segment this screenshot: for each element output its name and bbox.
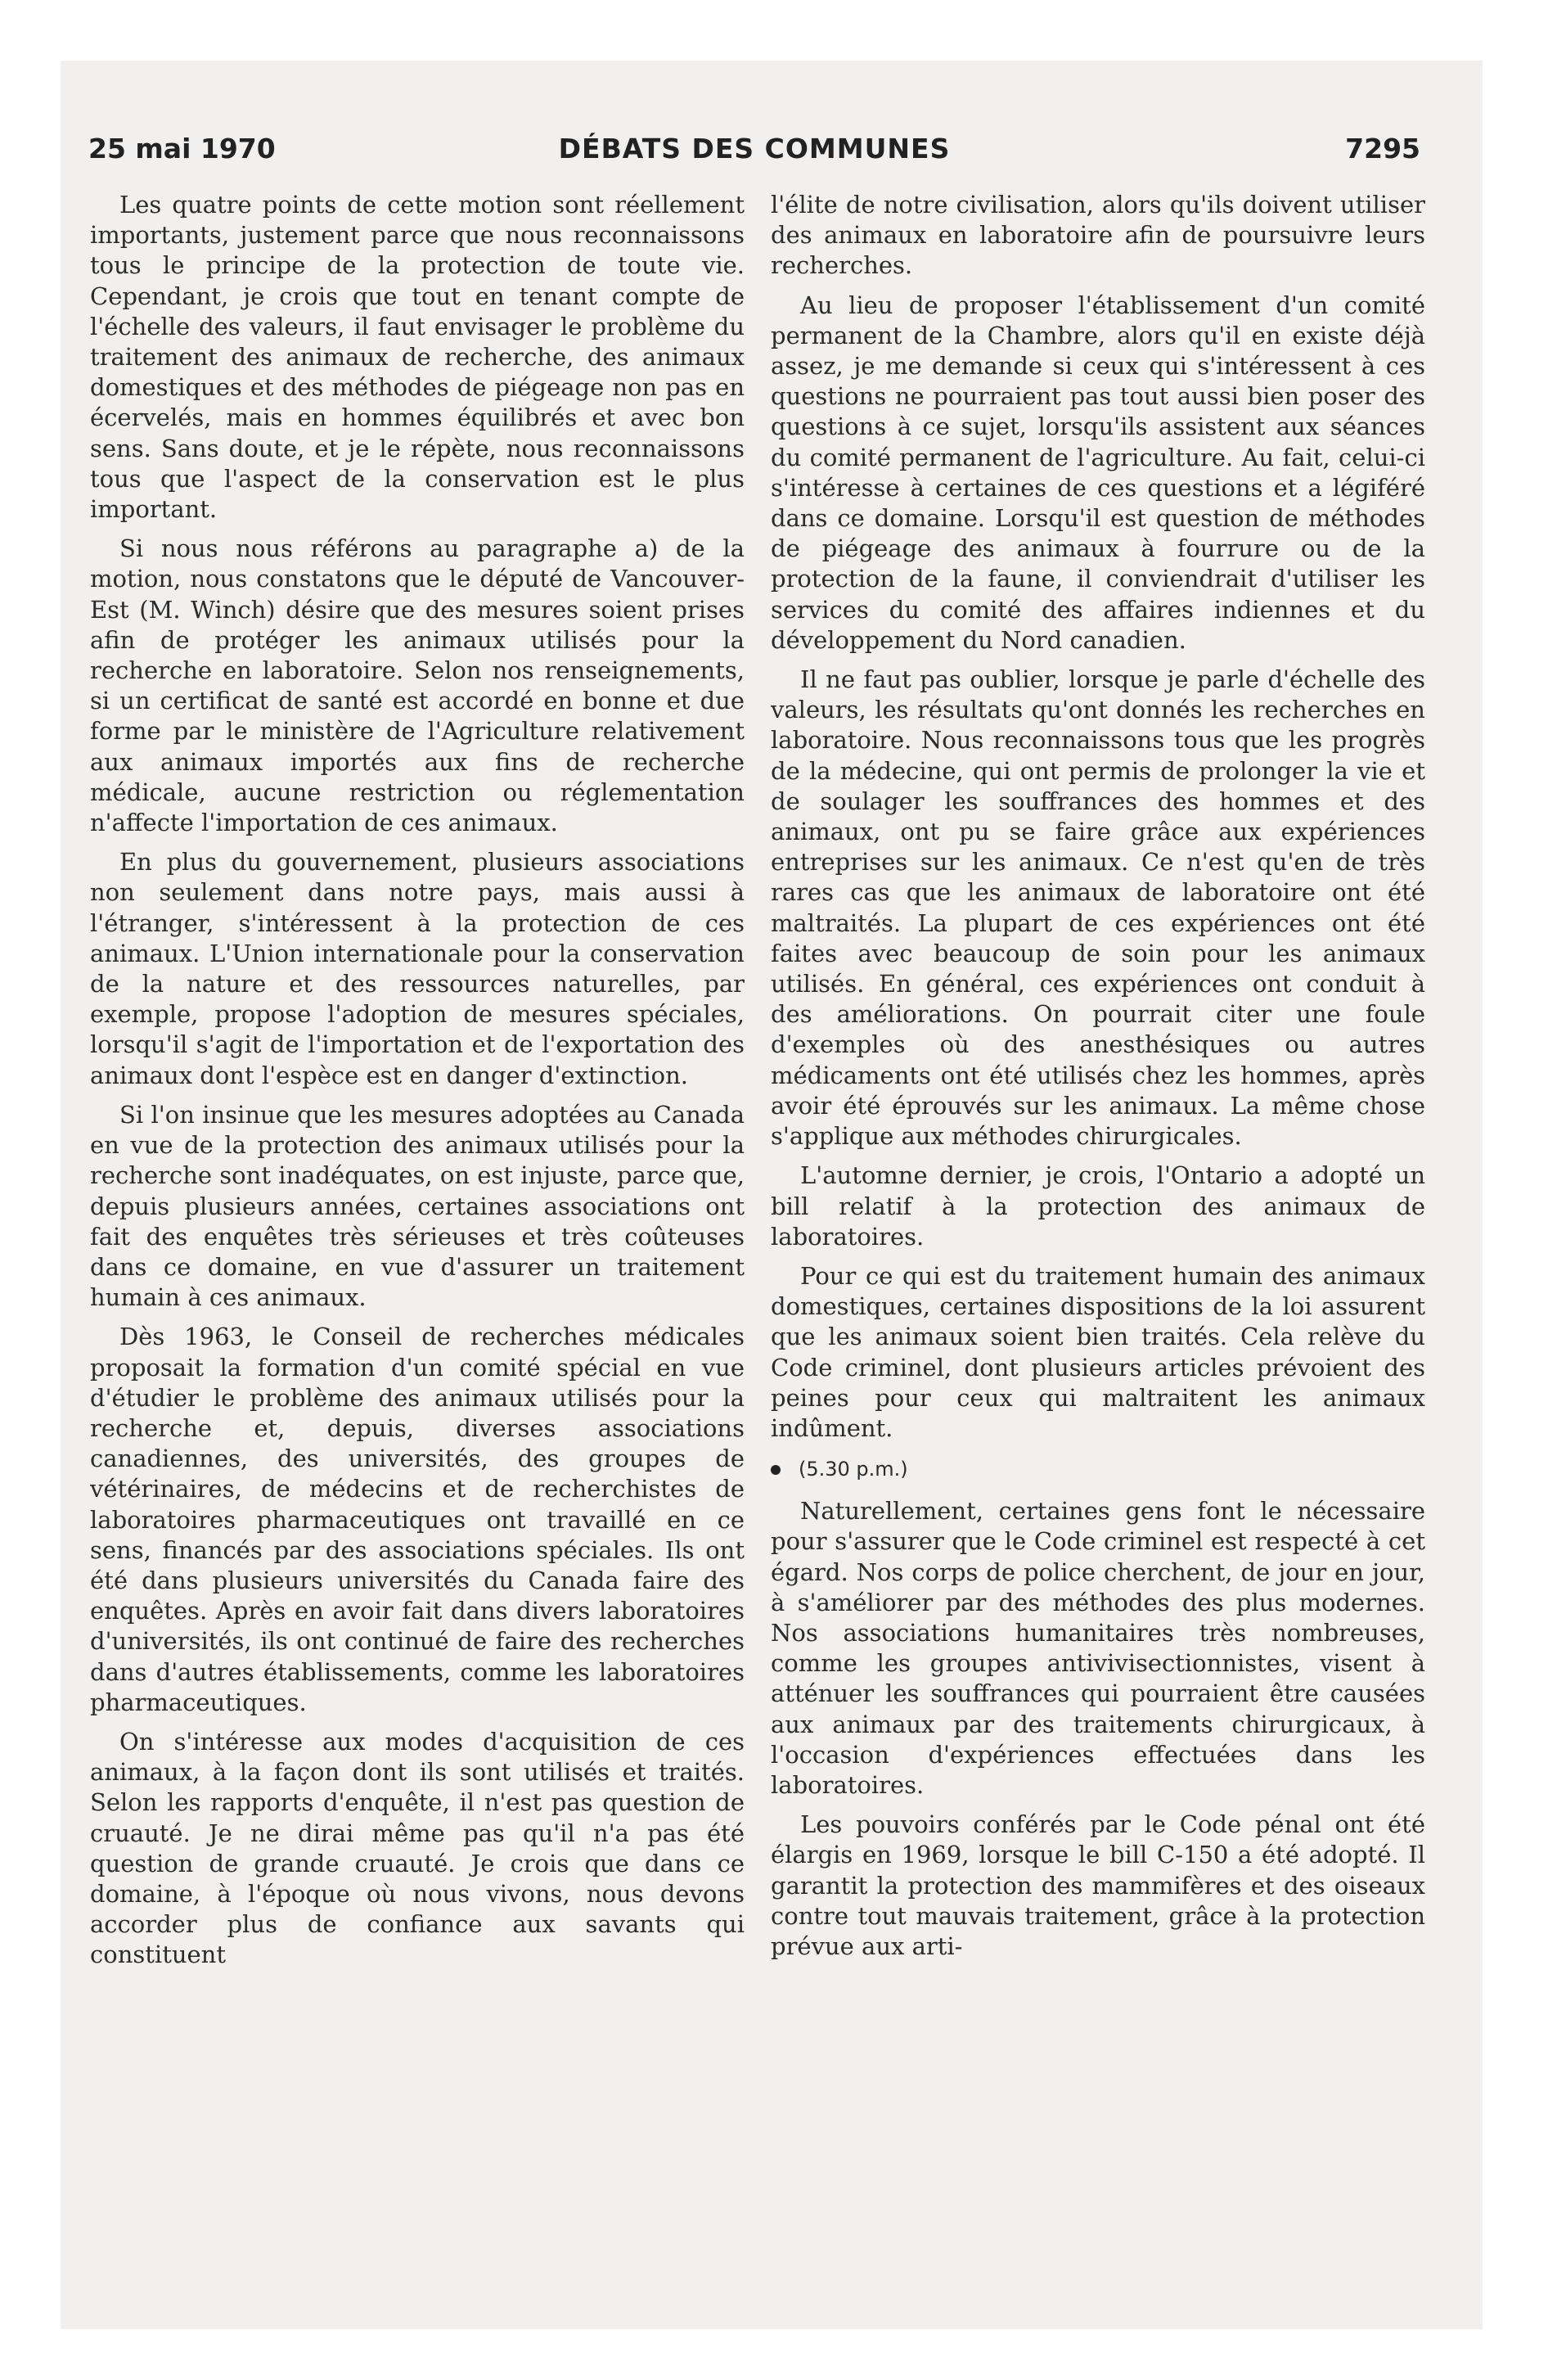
bullet-icon [771,1465,781,1475]
paragraph: Si nous nous référons au paragraphe a) de la motion, nous constatons que le député de Vancouver-Est (M. Winch) désire que des mesures soient prises afin de protéger les animaux utilisés pour la recherche en laboratoire. Selon nos renseignements, si un certificat de santé est accordé en bonne et due forme par le ministère de l'Agriculture relativement aux animaux importés aux fins de recherche médicale, aucune restriction ou réglementation n'affecte l'importation de ces animaux. [90,534,745,837]
paragraph: On s'intéresse aux modes d'acquisition de ces animaux, à la façon dont ils sont utilisés et traités. Selon les rapports d'enquête, il n'est pas question de cruauté. Je ne dirai même pas qu'il n'a pas été question de grande cruauté. Je crois que dans ce domaine, à l'époque où nous vivons, nous devons accorder plus de confiance aux savants qui constituent [90,1727,745,1969]
paragraph: Les quatre points de cette motion sont réellement importants, justement parce que nous reconnaissons tous le principe de la protection de toute vie. Cependant, je crois que tout en tenant compte de l'échelle des valeurs, il faut envisager le problème du traitement des animaux de recherche, des animaux domestiques et des méthodes de piégeage non pas en écervelés, mais en hommes équilibrés et avec bon sens. Sans doute, et je le répète, nous reconnaissons tous que l'aspect de la conservation est le plus important. [90,191,745,524]
header-title: DÉBATS DES COMMUNES [558,133,951,165]
paragraph: Pour ce qui est du traitement humain des animaux domestiques, certaines dispositions de la loi assurent que les animaux soient bien traités. Cela relève du Code criminel, dont plusieurs articles prévoient des peines pour ceux qui maltraitent les animaux indûment. [771,1261,1425,1442]
time-marker [771,1457,1425,1481]
paragraph: En plus du gouvernement, plusieurs associations non seulement dans notre pays, mais aussi à l'étranger, s'intéressent à la protection de ces animaux. L'Union internationale pour la conservation de la nature et des ressources naturelles, par exemple, propose l'adoption de mesures spéciales, lorsqu'il s'agit de l'importation et de l'exportation des animaux dont l'espèce est en danger d'extinction. [90,848,745,1089]
time-marker-text: (5.30 p.m.) [799,1458,908,1481]
header-page-number: 7295 [1345,133,1420,165]
paragraph: l'élite de notre civilisation, alors qu'ils doivent utiliser des animaux en laboratoire afin de poursuivre leurs recherches. [771,191,1425,280]
paragraph: Dès 1963, le Conseil de recherches médicales proposait la formation d'un comité spécial en vue d'étudier le problème des animaux utilisés pour la recherche et, depuis, diverses associations canadiennes, des universités, des groupes de vétérinaires, de médecins et de recherchistes de laboratoires pharmaceutiques ont travaillé en ce sens, financés par des associations spéciales. Ils ont été dans plusieurs universités du Canada faire des enquêtes. Après en avoir fait dans divers laboratoires d'universités, ils ont continué de faire des recherches dans d'autres établissements, comme les laboratoires pharmaceutiques. [90,1323,745,1716]
paragraph: Si l'on insinue que les mesures adoptées au Canada en vue de la protection des animaux utilisés pour la recherche sont inadéquates, on est injuste, parce que, depuis plusieurs années, certaines associations ont fait des enquêtes très sérieuses et très coûteuses dans ce domaine, en vue d'assurer un traitement humain à ces animaux. [90,1100,745,1312]
page-header [88,133,1420,174]
right-column [771,190,1425,2138]
paragraph: Il ne faut pas oublier, lorsque je parle d'échelle des valeurs, les résultats qu'ont donnés les recherches en laboratoire. Nous reconnaissons tous que les progrès de la médecine, qui ont permis de prolonger la vie et de soulager les souffrances des hommes et des animaux, ont pu se faire grâce aux expériences entreprises sur les animaux. Ce n'est qu'en de très rares cas que les animaux de laboratoire ont été maltraités. La plupart de ces expériences ont été faites avec beaucoup de soin pour les animaux utilisés. En général, ces expériences ont conduit à des améliorations. On pourrait citer une foule d'exemples où des anesthésiques ou autres médicaments ont été utilisés chez les hommes, après avoir été éprouvés sur les animaux. La même chose s'applique aux méthodes chirurgicales. [771,665,1425,1151]
header-date: 25 mai 1970 [88,133,276,165]
paragraph: L'automne dernier, je crois, l'Ontario a adopté un bill relatif à la protection des animaux de laboratoires. [771,1161,1425,1251]
paragraph: Les pouvoirs conférés par le Code pénal ont été élargis en 1969, lorsque le bill C-150 a été adopté. Il garantit la protection des mammifères et des oiseaux contre tout mauvais traitement, grâce à la protection prévue aux arti- [771,1810,1425,1960]
left-column [90,190,745,2138]
paragraph: Naturellement, certaines gens font le nécessaire pour s'assurer que le Code criminel est respecté à cet égard. Nos corps de police cherchent, de jour en jour, à s'améliorer par des méthodes des plus modernes. Nos associations humanitaires très nombreuses, comme les groupes antivivisectionnistes, visent à atténuer les souffrances qui pourraient être causées aux animaux par des traitements chirurgicaux, à l'occasion d'expériences effectuées dans les laboratoires. [771,1497,1425,1799]
paragraph: Au lieu de proposer l'établissement d'un comité permanent de la Chambre, alors qu'il en existe déjà assez, je me demande si ceux qui s'intéressent à ces questions ne pourraient pas tout aussi bien poser des questions à ce sujet, lorsqu'ils assistent aux séances du comité permanent de l'agriculture. Au fait, celui-ci s'intéresse à certaines de ces questions et a légiféré dans ce domaine. Lorsqu'il est question de méthodes de piégeage des animaux à fourrure ou de la protection de la faune, il conviendrait d'utiliser les services du comité des affaires indiennes et du développement du Nord canadien. [771,291,1425,654]
